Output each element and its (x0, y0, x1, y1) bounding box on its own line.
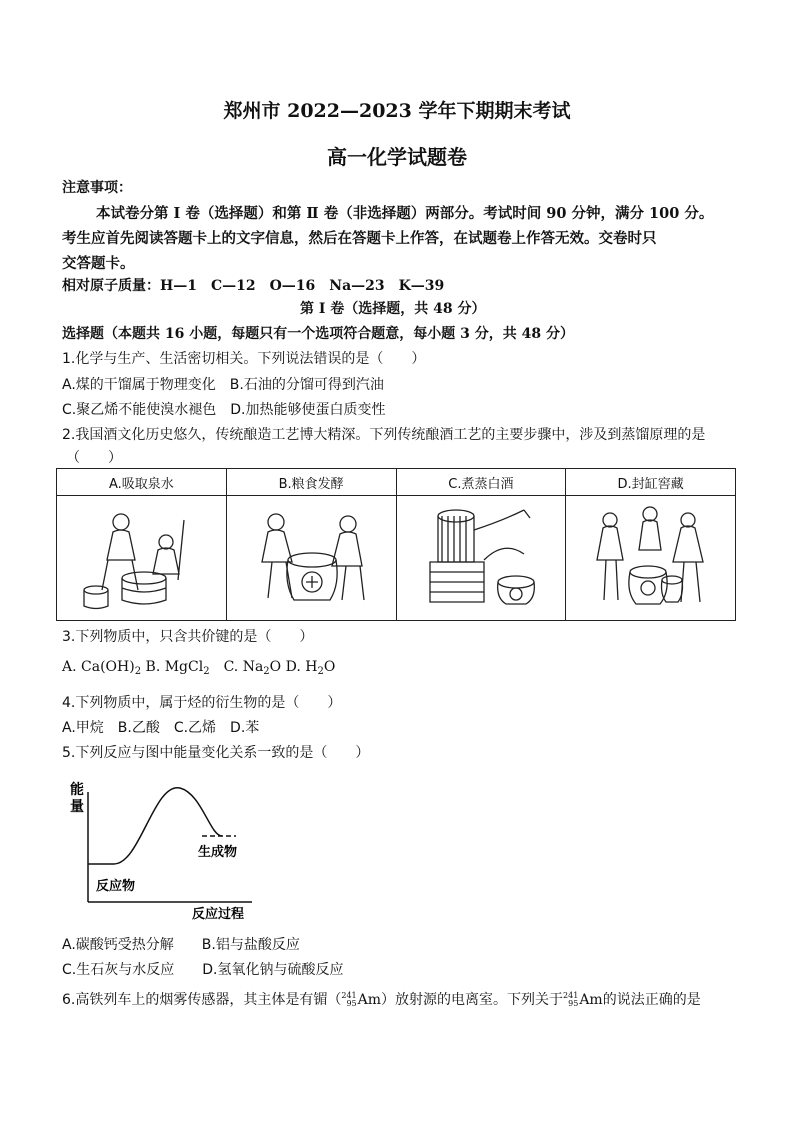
q2-option-table (56, 468, 736, 621)
q2-option-d-label: D.封缸窖藏 (566, 469, 736, 496)
q1-stem: 1.化学与生产、生活密切相关。下列说法错误的是（ ） (62, 351, 426, 367)
q5-options-ab: A.碳酸钙受热分解 B.铝与盐酸反应 (62, 937, 300, 953)
q3-option-a: A. Ca (62, 659, 101, 675)
q2-option-c-image (396, 496, 566, 621)
section-title: 第 Ⅰ 卷（选择题，共 48 分） (300, 301, 486, 317)
q2-option-b-label: B.粮食发酵 (226, 469, 396, 496)
exam-title: 郑州市 2022—2023 学年下期期末考试 (223, 100, 571, 122)
q2-option-c-label: C.煮蒸白酒 (396, 469, 566, 496)
q3-option-a-formula: (OH) (100, 659, 135, 675)
notice-line-1: 本试卷分第 Ⅰ 卷（选择题）和第 Ⅱ 卷（非选择题）两部分。考试时间 90 分钟，满分 100 分。 (96, 205, 714, 222)
exam-subtitle: 高一化学试题卷 (327, 145, 467, 169)
q5-stem: 5.下列反应与图中能量变化关系一致的是（ ） (62, 745, 370, 761)
q6-nuclide-2-mass: 241 (563, 991, 579, 1000)
q2-paren: （ ） (66, 450, 122, 466)
q3-option-c-subscript: 2 (263, 666, 270, 677)
q6-nuclide-2 (563, 992, 603, 1008)
q1-options-ab: A.煤的干馏属于物理变化 B.石油的分馏可得到汽油 (62, 377, 384, 393)
atomic-mass-line: 相对原子质量：H—1 C—12 O—16 Na—23 K—39 (62, 278, 445, 294)
q3-option-b-subscript: 2 (203, 666, 210, 677)
product-label: 生成物 (198, 845, 238, 860)
notice-line-3: 交答题卡。 (62, 255, 135, 272)
q1-options-cd: C.聚乙烯不能使溴水褪色 D.加热能够使蛋白质变性 (62, 402, 386, 418)
q2-option-d-image (566, 496, 736, 621)
q4-options: A.甲烷 B.乙酸 C.乙烯 D.苯 (62, 720, 260, 736)
q6-nuclide-1-symbol: Am (357, 992, 382, 1008)
q6-text-3: 的说法正确的是 (602, 992, 701, 1008)
q5-options-cd: C.生石灰与水反应 D.氢氧化钠与硫酸反应 (62, 962, 344, 978)
q6-nuclide-2-symbol: Am (579, 992, 603, 1008)
notice-line-2: 考生应首先阅读答题卡上的文字信息，然后在答题卡上作答，在试题卷上作答无效。交卷时只 (62, 230, 657, 247)
q4-stem: 4.下列物质中，属于烃的衍生物的是（ ） (62, 695, 342, 711)
q3-option-cd: O D. H (269, 659, 318, 675)
q6-nuclide-1-z: 95 (346, 999, 357, 1008)
energy-diagram (62, 772, 262, 922)
y-label-1: 能 (70, 782, 84, 798)
q3-option-d-subscript: 2 (317, 666, 324, 677)
q2-stem: 2.我国酒文化历史悠久，传统酿造工艺博大精深。下列传统酿酒工艺的主要步骤中，涉及到蒸馏原理的是 (62, 427, 706, 443)
q3-options (62, 656, 335, 677)
q6-text-2: ）放射源的电离室。下列关于 (381, 992, 564, 1008)
x-label: 反应过程 (192, 907, 245, 922)
reactant-label: 反应物 (96, 879, 136, 894)
q3-option-b: B. MgCl (141, 659, 204, 675)
q6-stem (62, 989, 701, 1009)
q3-option-d-tail: O (323, 659, 336, 675)
notice-label: 注意事项： (62, 180, 132, 196)
y-label-2: 量 (70, 799, 84, 815)
q6-nuclide-1 (341, 992, 381, 1008)
q6-text-1: 6.高铁列车上的烟雾传感器，其主体是有镅（ (62, 992, 342, 1008)
choice-heading: 选择题（本题共 16 小题，每题只有一个选项符合题意，每小题 3 分，共 48 分） (62, 326, 574, 342)
q2-option-a-label: A.吸取泉水 (57, 469, 227, 496)
q2-option-a-image (57, 496, 227, 621)
q3-option-c: C. Na (209, 659, 264, 675)
q6-nuclide-1-mass: 241 (341, 991, 357, 1000)
q6-nuclide-2-z: 95 (568, 999, 579, 1008)
q3-option-a-subscript: 2 (134, 666, 142, 677)
q3-stem: 3.下列物质中，只含共价键的是（ ） (62, 629, 314, 645)
q2-option-b-image (226, 496, 396, 621)
